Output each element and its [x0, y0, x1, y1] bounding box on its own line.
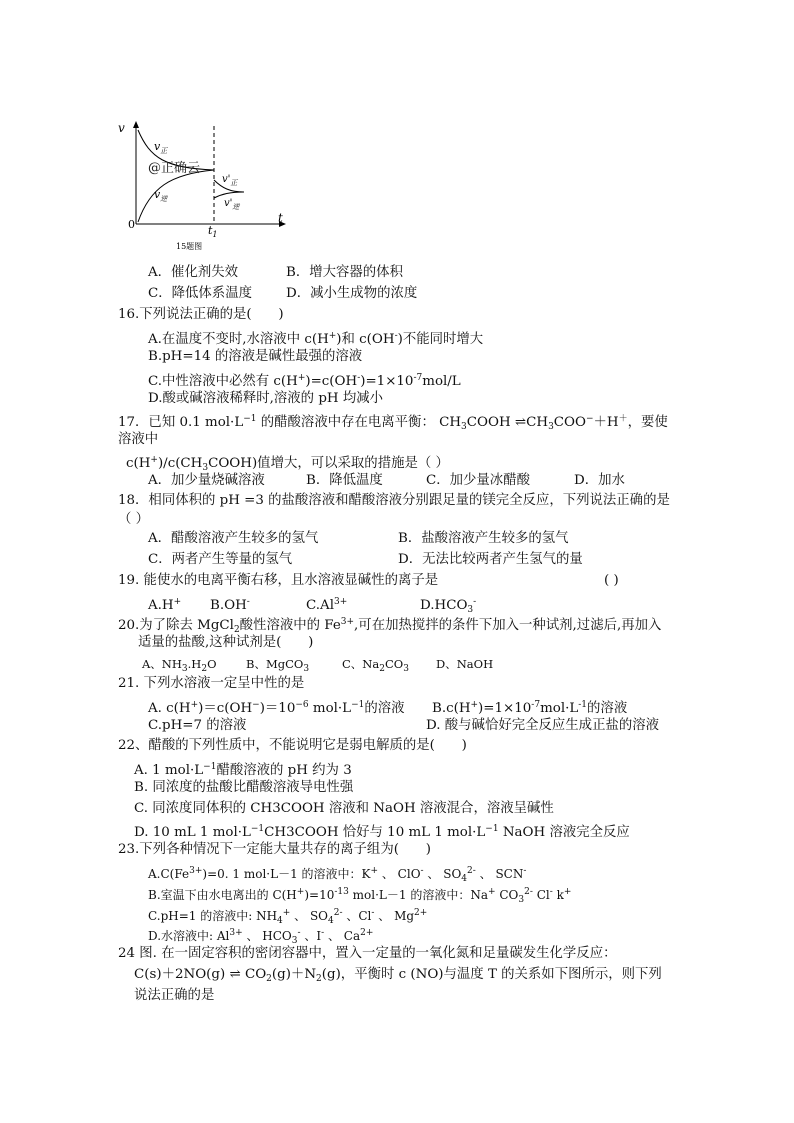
- q17-option-c: C．加少量冰醋酸: [426, 473, 530, 488]
- q24-stem-line2: C(s)＋2NO(g) ⇌ $CO_2(g)+N_2(g)$，平衡时 c (NO)与温度 T 的关系如下图所示，则下列: [134, 967, 662, 984]
- q21-option-d: D. 酸与碱恰好完全反应生成正盐的溶液: [426, 718, 660, 733]
- q18-option-b: B．盐酸溶液产生较多的氢气: [398, 531, 569, 546]
- q19-option-a: A.H+: [148, 597, 182, 613]
- vp-forward-label: $v'_正$: [222, 174, 238, 187]
- equilibrium-arrow-icon: ⇌: [514, 415, 527, 430]
- q18-option-c: C．两者产生等量的氢气: [148, 552, 293, 567]
- q19-option-b: B.OH-: [210, 597, 250, 613]
- t1-tick-label: $t_1$: [208, 224, 218, 239]
- vt-graph-figure: [110, 118, 310, 258]
- q24-stem-line3: 说法正确的是: [134, 988, 215, 1003]
- q23-option-d: D.水溶液中: $Al^{3+}$ 、 $HCO_3^-$ 、I- 、 $Ca^{2+}$: [148, 928, 374, 946]
- q21-option-b: $B.c(H^+)=1\times 10^{-7}mol\cdot L^{-1}$的溶液: [432, 700, 628, 716]
- q20-option-c: C、$Na_2CO_3$: [342, 657, 409, 674]
- q15-option-a: A．催化剂失效: [148, 265, 239, 280]
- q21-option-a: A. $c(H^+)=c(OH^-)=10^{-6}$ $mol\cdot L^{-1}$的溶液: [148, 700, 405, 716]
- q19-paren: ( ): [604, 573, 619, 588]
- q22-stem: 22、醋酸的下列性质中，不能说明它是弱电解质的是( ): [118, 738, 467, 753]
- equilibrium-arrow-icon: ⇌: [229, 967, 241, 982]
- q20-option-a: A、$NH_3.H_2O$: [142, 657, 217, 674]
- q16-option-a: A.在温度不变时,水溶液中 c(H+)和 c(OH-)不能同时增大: [148, 331, 484, 347]
- q20-option-d: D、NaOH: [436, 657, 494, 671]
- q15-option-d: D．减小生成物的浓度: [286, 286, 418, 301]
- watermark-text: @正确云: [148, 161, 201, 176]
- axis-t-label: t: [278, 211, 283, 225]
- v-reverse-curve: [138, 170, 214, 222]
- q16-stem: 16.下列说法正确的是( ): [118, 307, 284, 322]
- q22-option-d: D. 10 mL 1 $mol\cdot L^{-1}CH3COOH$ 恰好与 10 mL 1 $mol\cdot L^{-1}$ NaOH 溶液完全反应: [134, 824, 630, 840]
- q23-option-c: C.pH=1 的溶液中: $NH_4^+$ 、 $SO_4^{2-}$ 、Cl- 、 $Mg^{2+}$: [148, 908, 428, 926]
- q16-option-b: B.pH=14 的溶液是碱性最强的溶液: [148, 349, 363, 364]
- q16-option-c: C.中性溶液中必然有 $c(H^+)=c(OH^-)=1\times 10^{-7}mol/L$: [148, 373, 461, 389]
- q17-stem-line3: $c(H^+)/c(CH_3COOH)$值增大，可以采取的措施是（ ）: [126, 455, 449, 473]
- origin-label: 0: [128, 218, 135, 231]
- q18-paren: （ ）: [118, 512, 150, 527]
- q19-stem: 19. 能使水的电离平衡右移，且水溶液显碱性的离子是: [118, 573, 439, 588]
- q22-option-a: A. 1 $mol\cdot L^{-1}$醋酸溶液的 pH 约为 3: [134, 762, 352, 778]
- q18-option-d: D．无法比较两者产生氢气的量: [398, 552, 583, 567]
- q17-stem-line1: 17．已知 0.1 $mol\cdot L^{-1}$ 的醋酸溶液中存在电离平衡： $CH_3COOH$ $\rightleftharpoons CH_3COO^-+H^+$，要使: [118, 414, 668, 432]
- figure-caption: 15题图: [176, 242, 203, 251]
- q18-option-a: A．醋酸溶液产生较多的氢气: [148, 531, 319, 546]
- q20-option-b: B、MgCO$_3$: [246, 657, 310, 674]
- q18-stem: 18．相同体积的 pH =3 的盐酸溶液和醋酸溶液分别跟足量的镁完全反应，下列说法正确的是: [118, 493, 670, 508]
- q15-option-b: B．增大容器的体积: [286, 265, 403, 280]
- q17-option-b: B．降低温度: [306, 473, 383, 488]
- q17-option-a: A．加少量烧碱溶液: [148, 473, 265, 488]
- q21-stem: 21. 下列水溶液一定呈中性的是: [118, 676, 305, 691]
- q17-stem-line2: 溶液中: [118, 432, 159, 447]
- q17-option-d: D．加水: [574, 473, 625, 488]
- q23-stem: 23.下列各种情况下一定能大量共存的离子组为( ): [118, 842, 431, 857]
- axis-v-label: v: [118, 121, 125, 135]
- q23-option-a: $A.C(Fe^{3+})=0$. 1 mol·L－1 的溶液中：K+ 、 ClO- 、 $SO_4^{2-}$ 、 SCN-: [148, 866, 527, 884]
- q19-option-d: $D.HCO_3^-$: [420, 597, 477, 615]
- vp-reverse-label: $v'_逆$: [224, 198, 240, 211]
- q15-option-c: C．降低体系温度: [148, 286, 252, 301]
- q24-stem-line1: 24 图. 在一固定容积的密闭容器中，置入一定量的一氧化氮和足量碳发生化学反应：: [118, 946, 617, 961]
- q23-option-b: B.室温下由水电离出的 $C(H^+)=10^{-13}$ mol·L－1 的溶液中：Na+ $CO_3^{2-}$ Cl- k+: [148, 887, 572, 905]
- q22-option-b: B. 同浓度的盐酸比醋酸溶液导电性强: [134, 780, 354, 795]
- q20-stem-line1: 20.为了除去 MgCl$_2$酸性溶液中的 $Fe^{3+}$,可在加热搅拌的条件下加入一种试剂,过滤后,再加入: [118, 617, 662, 635]
- v-forward-label: $v_正$: [154, 140, 168, 155]
- q20-stem-line2: 适量的盐酸,这种试剂是( ): [138, 635, 314, 650]
- y-axis-arrow-icon: [133, 121, 139, 128]
- q22-option-c: C. 同浓度同体积的 CH3COOH 溶液和 NaOH 溶液混合，溶液呈碱性: [134, 801, 554, 816]
- v-reverse-label: $v_逆$: [154, 188, 168, 203]
- q21-option-c: C.pH=7 的溶液: [148, 718, 247, 733]
- q19-option-c: $C.Al^{3+}$: [306, 597, 348, 613]
- q16-option-d: D.酸或碱溶液稀释时,溶液的 pH 均减小: [148, 391, 384, 406]
